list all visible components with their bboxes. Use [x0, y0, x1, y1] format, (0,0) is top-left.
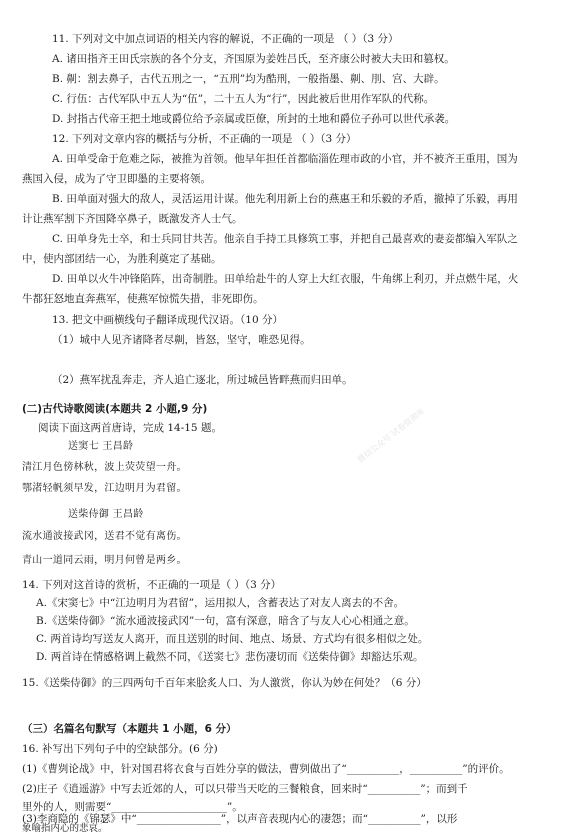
poem2-title: 送柴侍御 王昌龄: [68, 509, 144, 520]
q11-option-c: C. 行伍：古代军队中五人为“伍”，二十五人为“行”，因此被后世用作军队的代称。: [52, 93, 435, 105]
q16-fill-2-line1: (2)庄子《逍遥游》中写去近郊的人，可以只带当天吃的三餐粮食，回来时“__________”；而到千: [22, 783, 468, 795]
q12-option-c-line1: C. 田单身先士卒，和士兵同甘共苦。他亲自手持工具修筑工事，并把自己最喜欢的妻妾都编入军队之: [52, 233, 518, 245]
q14-option-c: C. 两首诗均写送友人离开，而且送别的时间、地点、场景、方式均有很多相似之处。: [36, 633, 429, 645]
q16-fill-3-line1: (3)李商隐的《锦瑟》中“________________”，以声音表现内心的凄怨；而“__________”，以形: [22, 813, 458, 825]
q14-option-d: D. 两首诗在情感格调上截然不同，《送窦七》悲伤凄切而《送柴侍御》却豁达乐观。: [36, 651, 424, 663]
q14-stem: 14. 下列对这首诗的赏析，不正确的一项是（ ）（3 分）: [22, 579, 282, 591]
poem1-line1: 清江月色傍林秋，波上荧荧望一舟。: [22, 462, 187, 473]
q14-option-a: A.《宋窦七》中“江边明月为君留”，运用拟人，含蓄表达了对友人离去的不舍。: [36, 597, 405, 609]
poem1-line2: 鄂渚轻帆须早发，江边明月为君留。: [22, 483, 187, 494]
q16-fill-1: (1)《曹刿论战》中，针对国君将衣食与百姓分享的做法，曹刿做出了“__________，__________”的评价。: [22, 763, 510, 775]
q14-option-b: B.《送柴侍御》“流水通波接武冈”一句，富有深意，暗含了与友人心心相通之意。: [36, 615, 415, 627]
q13-sentence-1: （1）城中人见齐诸降者尽劓，皆怒，坚守，唯恐见得。: [52, 334, 311, 346]
poem1-title: 送窦七 王昌龄: [68, 441, 134, 452]
q12-option-c-line2: 中，使内部团结一心，为胜利奠定了基础。: [22, 253, 222, 265]
poem2-line2: 青山一道同云雨，明月何曾是两乡。: [22, 555, 187, 566]
q12-option-b-line1: B. 田单面对强大的敌人，灵活运用计谋。他先利用新上台的燕惠王和乐毅的矛盾，撤掉了乐毅，再用: [52, 193, 518, 205]
q11-option-d: D. 封指古代帝王把土地或爵位给予亲属或臣僚，所封的土地和爵位子孙可以世代承袭。: [52, 113, 456, 125]
q12-option-a-line1: A. 田单受命于危难之际，被推为首领。他早年担任首都临淄佐理市政的小官，并不被齐王重用，国为: [52, 153, 518, 165]
poem2-line1: 流水通波接武冈，送君不觉有离伤。: [22, 531, 187, 542]
q12-stem: 12. 下列对文章内容的概括与分析，不正确的一项是 （ ）（3 分）: [52, 133, 357, 145]
q11-option-b: B. 劓：割去鼻子，古代五刑之一，“五刑”均为酷刑，一般指墨、劓、刖、宫、大辟。: [52, 73, 445, 85]
q12-option-a-line2: 燕国入侵，成为了守卫即墨的主要将领。: [22, 173, 211, 185]
q12-option-d-line1: D. 田单以火牛冲锋陷阵，出奇制胜。田单给赴牛的人穿上大红衣服，牛角绑上利刃，并点燃牛尾，火: [52, 273, 519, 285]
q12-option-b-line2: 计让燕军割下齐国降卒鼻子，既激发齐人士气。: [22, 213, 243, 225]
q13-sentence-2: （2）燕军扰乱奔走，齐人追亡逐北，所过城邑皆畔燕而归田单。: [52, 374, 353, 386]
q16-stem: 16. 补写出下列句子中的空缺部分。(6 分): [22, 743, 218, 755]
section2-intro: 阅读下面这两首唐诗，完成 14-15 题。: [38, 422, 222, 434]
section2-title: (二)古代诗歌阅读(本题共 2 小题,9 分): [22, 403, 208, 415]
q16-fill-3-line2: 象喻指内心的悲哀。: [22, 823, 108, 834]
q15-stem: 15.《送柴侍御》的三四两句千百年来脍炙人口、为人激赏，你认为妙在何处？（6 分）: [22, 677, 427, 689]
q11-stem: 11. 下列对文中加点词语的相关内容的解说，不正确的一项是 （ ）（3 分）: [52, 33, 399, 45]
q11-option-a: A. 诸田指齐王田氏宗族的各个分支，齐国原为姜姓吕氏，至齐康公时被大夫田和篡权。: [52, 53, 455, 65]
watermark: 微信公众号 试卷资源库: [355, 406, 427, 465]
q16-fill-2-line2: 里外的人，则需要“______________________”。: [22, 801, 243, 813]
section3-title: （三）名篇名句默写（本题共 1 小题，6 分）: [22, 723, 237, 735]
q13-stem: 13. 把文中画横线句子翻译成现代汉语。（10 分）: [52, 314, 283, 326]
q12-option-d-line2: 牛都狂怒地直奔燕军，使燕军惊慌失措，非死即伤。: [22, 293, 264, 305]
